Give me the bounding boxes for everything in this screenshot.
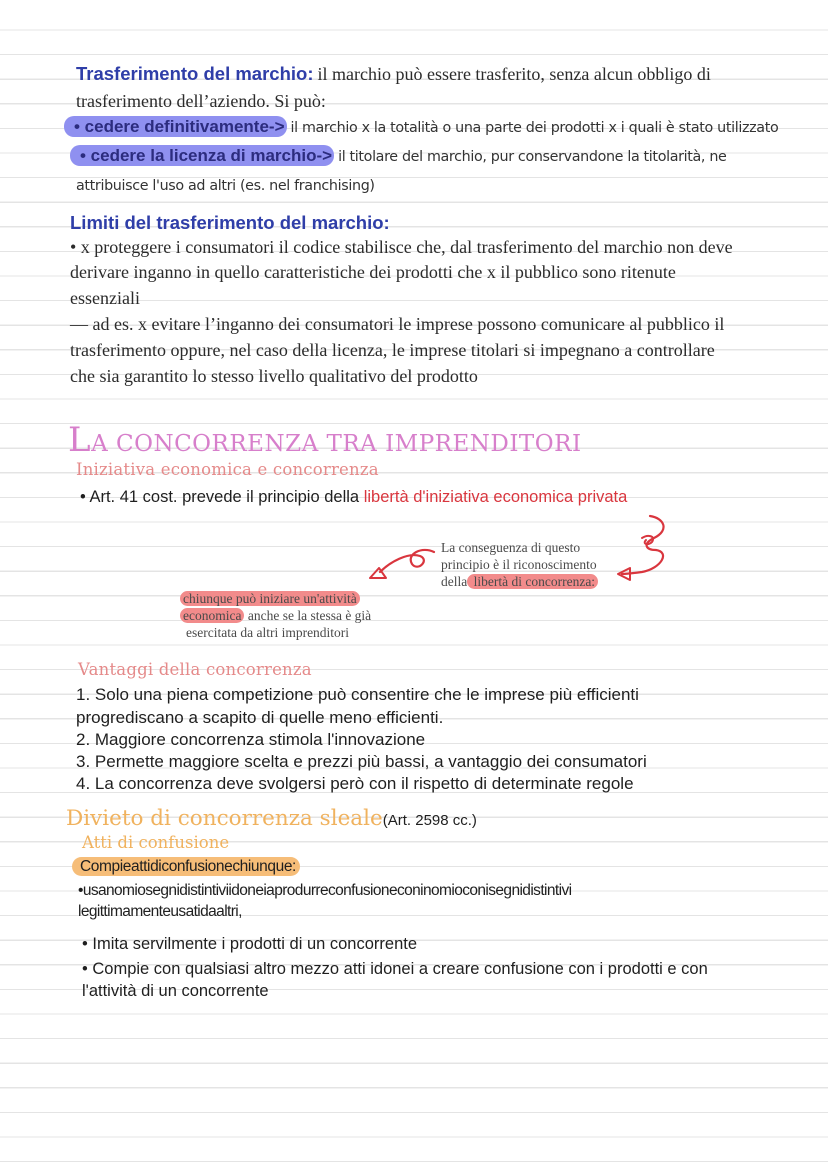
- section2-line-3: essenziali: [70, 288, 140, 308]
- section2-line-4: — ad es. x evitare l’inganno dei consumatori le imprese possono comunicare al pubblico il: [70, 314, 725, 334]
- section3-art-line: [80, 488, 627, 507]
- section3-note-left: [180, 590, 371, 641]
- section5-title-line: [66, 806, 477, 831]
- section1-intro-line2: trasferimento dell’aziendo. Si può:: [76, 91, 326, 111]
- section1-intro-line1: il marchio può essere trasferito, senza alcun obbligo di: [317, 64, 711, 84]
- note-right-line2: principio è il riconoscimento: [441, 557, 597, 572]
- section4-line-2: progrediscano a scapito di quelle meno efficienti.: [76, 708, 444, 727]
- note-right-line3-prefix: della: [441, 574, 468, 589]
- section3-title-rest: A CONCORRENZA TRA IMPRENDITORI: [91, 431, 582, 457]
- section2-title: Limiti del trasferimento del marchio:: [70, 212, 390, 233]
- section4-line-4: 3. Permette maggiore scelta e prezzi più bassi, a vantaggio dei consumatori: [76, 752, 647, 771]
- section3-art-prefix: • Art. 41 cost. prevede il principio della: [80, 488, 364, 506]
- note-left-hl2: economica: [180, 608, 244, 623]
- section5-title-ref: (Art. 2598 cc.): [382, 812, 477, 829]
- section1-item1-text: il marchio x la totalità o una parte dei prodotti x i quali è stato utilizzato: [290, 120, 779, 136]
- section5-subtitle: Atti di confusione: [82, 833, 230, 852]
- section1-item2-label: • cedere la licenza di marchio->: [70, 145, 334, 166]
- section2-line-6: che sia garantito lo stesso livello qualitativo del prodotto: [70, 366, 478, 386]
- section3-title: [68, 420, 582, 460]
- note-right-line3-highlight: libertà di concorrenza:: [467, 574, 598, 589]
- section5-bullet2: • Imita servilmente i prodotti di un concorrente: [82, 935, 418, 953]
- note-right-line1: La conseguenza di questo: [441, 540, 581, 555]
- arrow-left-icon: [360, 548, 440, 588]
- section2-line-5: trasferimento oppure, nel caso della licenza, le imprese titolari si impegnano a controllare: [70, 340, 715, 360]
- section3-title-first: L: [68, 420, 92, 460]
- section3-note-right: [441, 539, 598, 590]
- section3-art-highlight: libertà d'iniziativa economica privata: [363, 488, 628, 506]
- note-left-line1: [180, 590, 371, 607]
- note-right-line3: [441, 573, 598, 590]
- section1-title-line: [76, 63, 711, 85]
- section5-highlight: Compieattidiconfusionechiunque:: [72, 857, 300, 876]
- note-left-hl1: chiunque può iniziare un'attività: [180, 591, 360, 606]
- section1-item1: [64, 117, 778, 137]
- section4-line-1: 1. Solo una piena competizione può consentire che le imprese più efficienti: [76, 685, 639, 704]
- section4-title: Vantaggi della concorrenza: [78, 660, 312, 679]
- section1-item2-text: il titolare del marchio, pur conservandone la titolarità, ne: [338, 149, 727, 165]
- arrow-right-icon: [612, 510, 672, 584]
- note-left-line2: [180, 607, 371, 624]
- section5-bullet3-line2: l'attività di un concorrente: [82, 982, 269, 1000]
- section5-highlight-line: [72, 858, 300, 876]
- section1-item1-label: • cedere definitivamente->: [64, 116, 287, 137]
- section2-line-1: • x proteggere i consumatori il codice stabilisce che, dal trasferimento del marchio non deve: [70, 237, 733, 257]
- section5-bullet3-line1: • Compie con qualsiasi altro mezzo atti idonei a creare confusione con i prodotti e con: [82, 960, 708, 978]
- section5-line2: legittimamenteusatidaaltri,: [78, 903, 242, 920]
- section3-subtitle: Iniziativa economica e concorrenza: [76, 460, 379, 479]
- section5-line1: •usanomiosegnidistintiviidoneiaprodurreconfusioneconinomioconisegnidistintivi: [78, 882, 572, 899]
- section5-title: Divieto di concorrenza sleale: [66, 806, 383, 831]
- section1-item2: [70, 146, 726, 166]
- section2-line-2: derivare inganno in quello caratteristiche dei prodotti che x il pubblico sono ritenute: [70, 262, 676, 282]
- section1-item2-text2: attribuisce l'uso ad altri (es. nel franchising): [76, 178, 375, 194]
- note-left-rest2: anche se la stessa è già: [244, 608, 372, 623]
- section1-title: Trasferimento del marchio:: [76, 63, 314, 84]
- section4-line-3: 2. Maggiore concorrenza stimola l'innovazione: [76, 730, 426, 749]
- note-left-line3: esercitata da altri imprenditori: [186, 625, 350, 640]
- section4-line-5: 4. La concorrenza deve svolgersi però con il rispetto di determinate regole: [76, 774, 634, 793]
